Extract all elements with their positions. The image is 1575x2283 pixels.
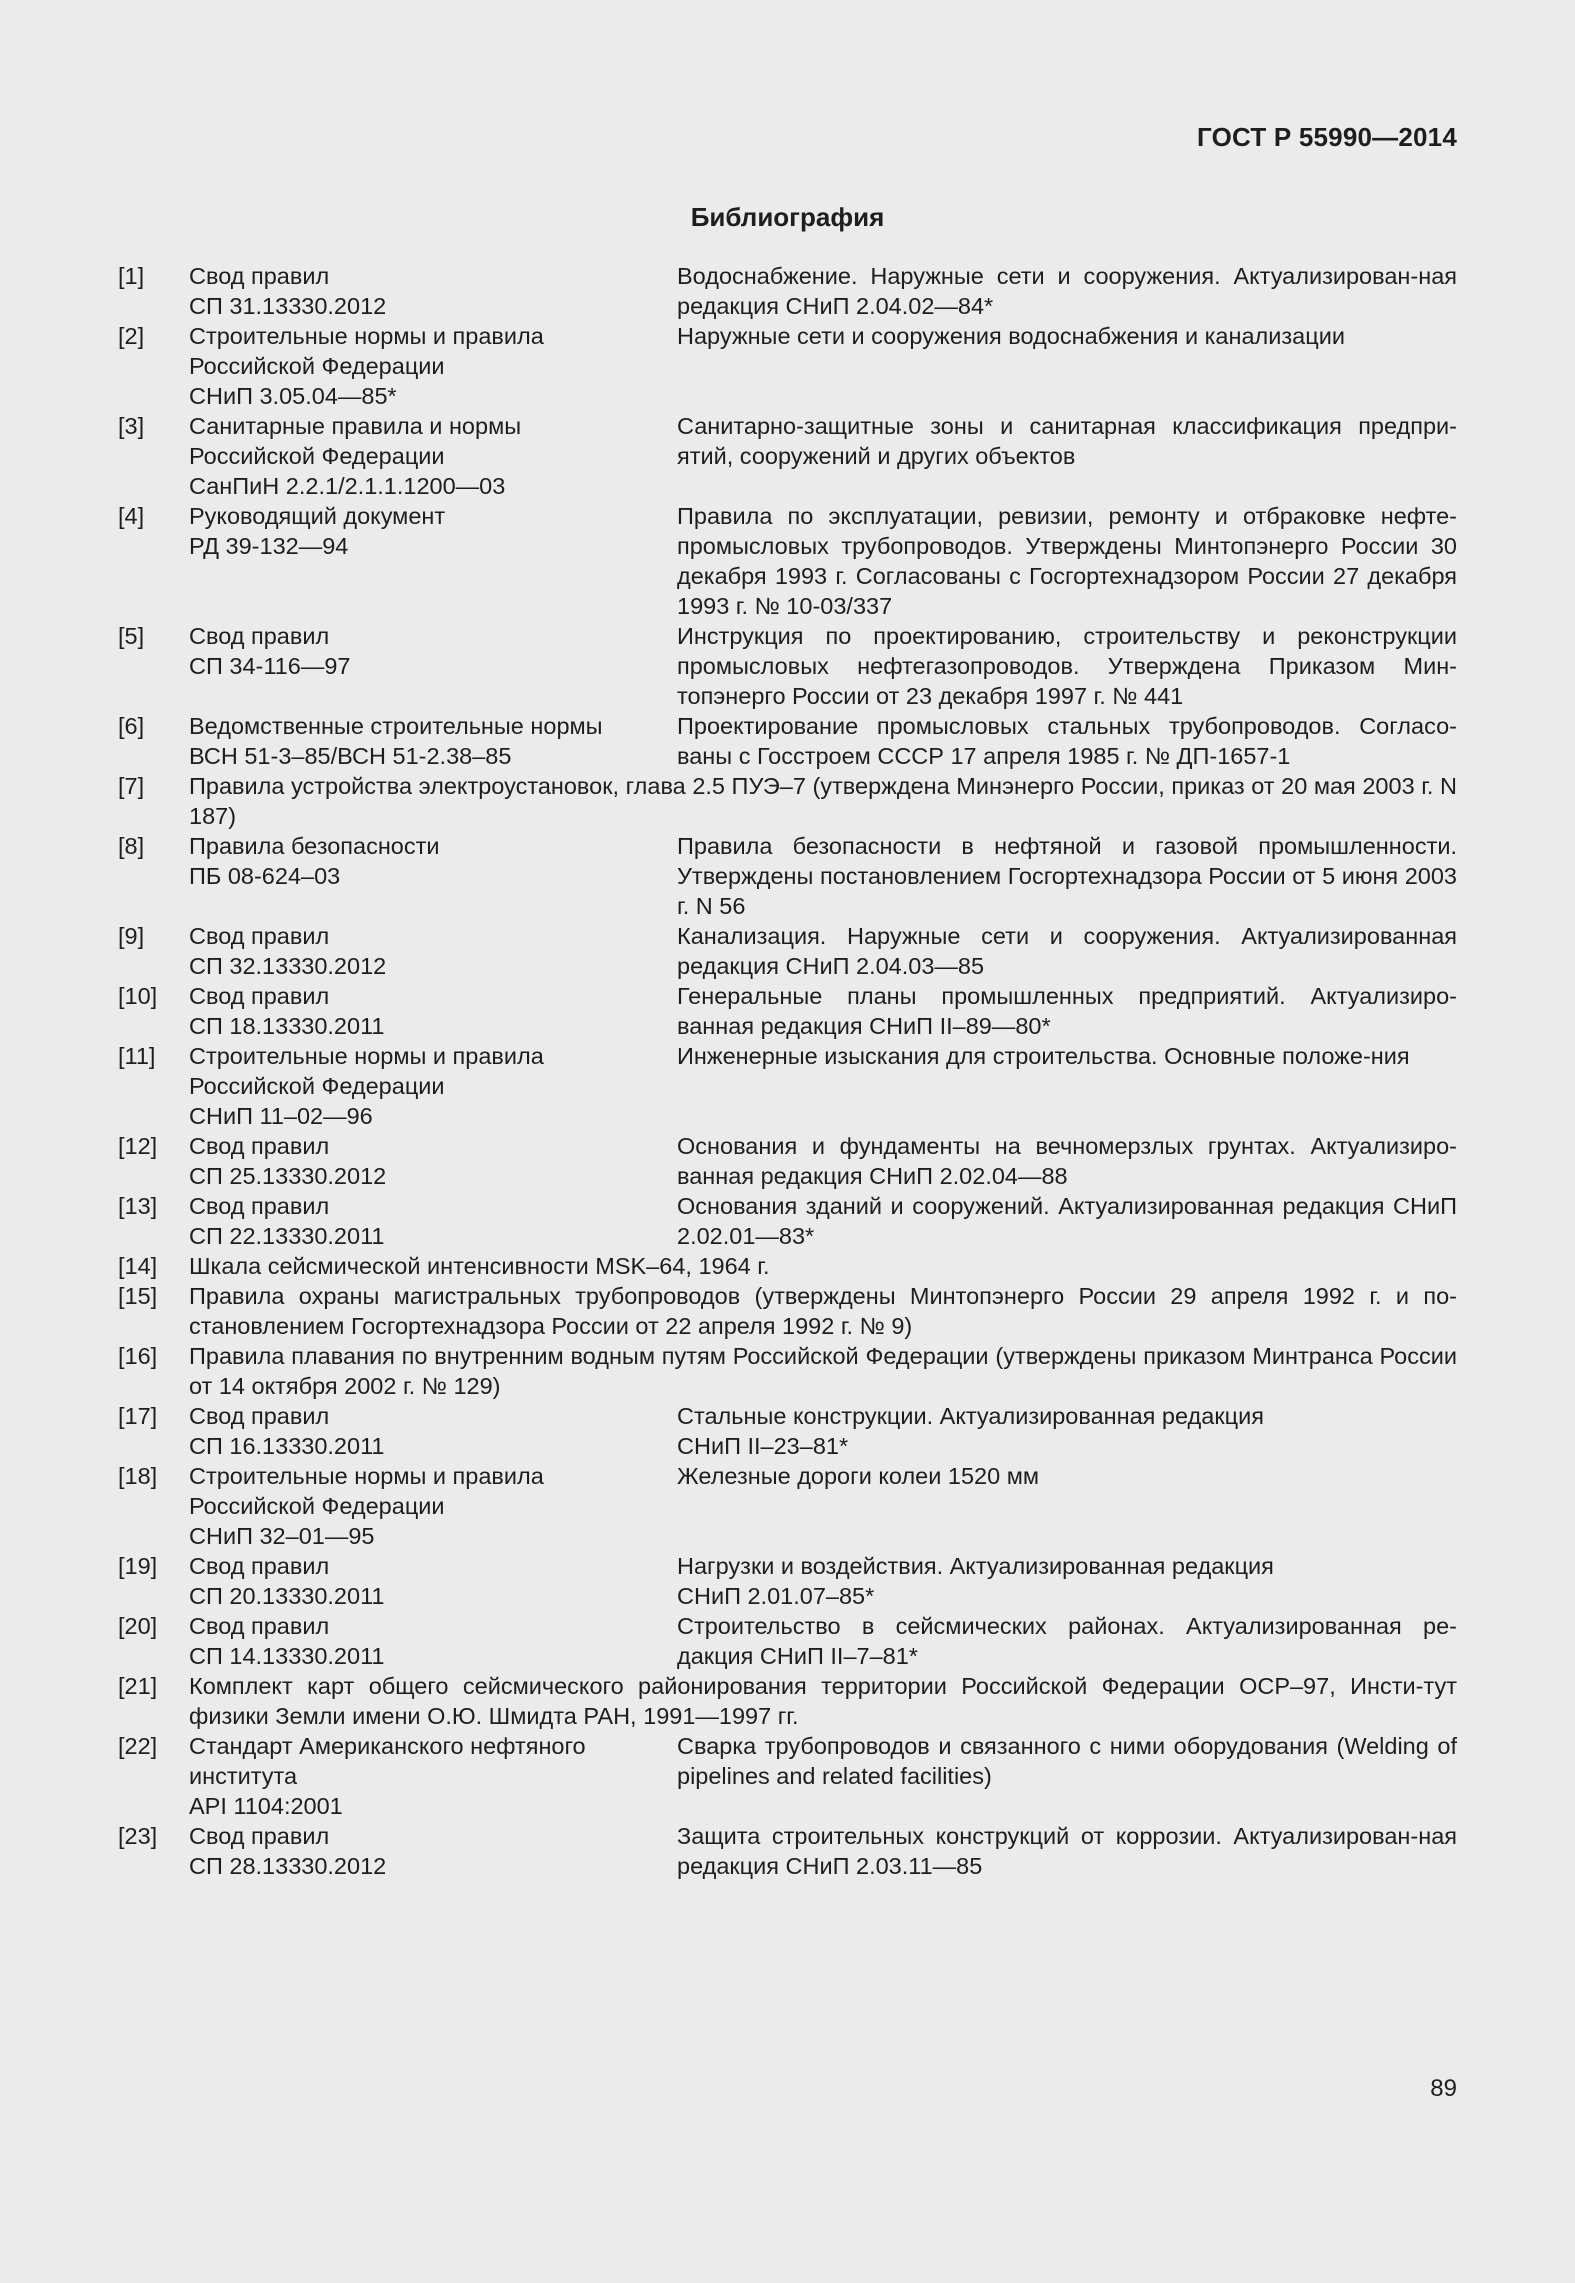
bibliography-entry bbox=[118, 921, 1457, 981]
bibliography-entry bbox=[118, 711, 1457, 771]
entry-document-designation: Свод правил СП 28.13330.2012 bbox=[189, 1823, 387, 1879]
entry-document-title: Железные дороги колеи 1520 мм bbox=[677, 1463, 1040, 1489]
document-header: ГОСТ Р 55990—2014 bbox=[1197, 122, 1457, 152]
entry-document-designation: Свод правил СП 16.13330.2011 bbox=[189, 1403, 385, 1459]
entry-number: [8] bbox=[118, 833, 145, 859]
entry-document-designation: Санитарные правила и нормы Российской Федерации СанПиН 2.2.1/2.1.1.1200—03 bbox=[189, 413, 522, 499]
bibliography-entry bbox=[118, 1341, 1457, 1401]
entry-document-designation: Руководящий документ РД 39-132—94 bbox=[189, 503, 446, 559]
entry-number: [23] bbox=[118, 1823, 158, 1849]
entry-document-title: Защита строительных конструкций от коррозии. Актуализирован-ная редакция СНиП 2.03.11—85 bbox=[677, 1823, 1457, 1879]
entry-number: [17] bbox=[118, 1403, 158, 1429]
entry-document-title: Наружные сети и сооружения водоснабжения и канализации bbox=[677, 323, 1345, 349]
entry-number: [15] bbox=[118, 1283, 158, 1309]
bibliography-entry bbox=[118, 1251, 1457, 1281]
entry-number: [12] bbox=[118, 1133, 158, 1159]
entry-document-designation: Свод правил СП 34-116—97 bbox=[189, 623, 351, 679]
entry-document-designation: Свод правил СП 20.13330.2011 bbox=[189, 1553, 385, 1609]
entry-number: [16] bbox=[118, 1343, 158, 1369]
entry-document-title: Проектирование промысловых стальных трубопроводов. Согласо-ваны с Госстроем СССР 17 апреля 1985 г. № ДП-1657-1 bbox=[677, 713, 1457, 769]
section-title: Библиография bbox=[690, 202, 885, 232]
entry-number: [9] bbox=[118, 923, 145, 949]
entry-document-title: Инструкция по проектированию, строительству и реконструкции промысловых нефтегазопроводов. Утверждена Приказом Мин-топэнерго России от 23 декабря 1997 г. № 441 bbox=[677, 623, 1457, 709]
bibliography-entry bbox=[118, 1671, 1457, 1731]
entry-text: Комплект карт общего сейсмического районирования территории Российской Федерации ОСР–97, Инсти-тут физики Земли имени О.Ю. Шмидта РАН, 1991—1997 гг. bbox=[189, 1673, 1457, 1729]
bibliography-entry bbox=[118, 1041, 1457, 1131]
entry-document-title: Водоснабжение. Наружные сети и сооружения. Актуализирован-ная редакция СНиП 2.04.02—84* bbox=[677, 263, 1457, 319]
bibliography-entry bbox=[118, 411, 1457, 501]
entry-number: [6] bbox=[118, 713, 145, 739]
bibliography-entry bbox=[118, 981, 1457, 1041]
entry-document-title: Канализация. Наружные сети и сооружения. Актуализированная редакция СНиП 2.04.03—85 bbox=[677, 923, 1457, 979]
entry-number: [4] bbox=[118, 503, 145, 529]
entry-document-designation: Правила безопасности ПБ 08-624–03 bbox=[189, 833, 440, 889]
entry-document-designation: Свод правил СП 18.13330.2011 bbox=[189, 983, 385, 1039]
bibliography-entry bbox=[118, 1461, 1457, 1551]
entry-document-title: Правила безопасности в нефтяной и газовой промышленности. Утверждены постановлением Госгортехнадзора России от 5 июня 2003 г. N 56 bbox=[677, 833, 1457, 919]
entry-document-designation: Строительные нормы и правила Российской Федерации СНиП 11–02—96 bbox=[189, 1043, 544, 1129]
entry-number: [21] bbox=[118, 1673, 158, 1699]
entry-document-title: Инженерные изыскания для строительства. Основные положе-ния bbox=[677, 1043, 1410, 1069]
bibliography-entry bbox=[118, 771, 1457, 831]
bibliography-entry bbox=[118, 831, 1457, 921]
entry-number: [10] bbox=[118, 983, 158, 1009]
bibliography-entry bbox=[118, 1131, 1457, 1191]
bibliography-entry bbox=[118, 1191, 1457, 1251]
entry-document-title: Основания и фундаменты на вечномерзлых грунтах. Актуализиро-ванная редакция СНиП 2.02.04—88 bbox=[677, 1133, 1457, 1189]
bibliography-entry bbox=[118, 1821, 1457, 1881]
entry-number: [13] bbox=[118, 1193, 158, 1219]
bibliography-entry bbox=[118, 321, 1457, 411]
entry-document-title: Сварка трубопроводов и связанного с ними оборудования (Welding of pipelines and related facilities) bbox=[677, 1733, 1457, 1789]
entry-number: [3] bbox=[118, 413, 145, 439]
entry-number: [1] bbox=[118, 263, 145, 289]
entry-document-designation: Свод правил СП 31.13330.2012 bbox=[189, 263, 387, 319]
entry-number: [22] bbox=[118, 1733, 158, 1759]
entry-document-designation: Строительные нормы и правила Российской Федерации СНиП 3.05.04—85* bbox=[189, 323, 544, 409]
entry-document-title: Основания зданий и сооружений. Актуализированная редакция СНиП 2.02.01—83* bbox=[677, 1193, 1457, 1249]
entry-document-title: Нагрузки и воздействия. Актуализированная редакция СНиП 2.01.07–85* bbox=[677, 1553, 1274, 1609]
bibliography-list bbox=[118, 261, 1457, 1881]
entry-text: Правила охраны магистральных трубопроводов (утверждены Минтопэнерго России 29 апреля 1992 г. и по-становлением Госгортехнадзора России от 22 апреля 1992 г. № 9) bbox=[189, 1283, 1457, 1339]
entry-number: [20] bbox=[118, 1613, 158, 1639]
entry-text: Правила плавания по внутренним водным путям Российской Федерации (утверждены приказом Минтранса России от 14 октября 2002 г. № 129) bbox=[189, 1343, 1457, 1399]
entry-document-title: Строительство в сейсмических районах. Актуализированная ре-дакция СНиП II–7–81* bbox=[677, 1613, 1457, 1669]
entry-document-designation: Стандарт Американского нефтяного института API 1104:2001 bbox=[189, 1733, 586, 1819]
entry-document-designation: Свод правил СП 14.13330.2011 bbox=[189, 1613, 385, 1669]
entry-document-designation: Свод правил СП 25.13330.2012 bbox=[189, 1133, 387, 1189]
entry-number: [19] bbox=[118, 1553, 158, 1579]
entry-document-title: Правила по эксплуатации, ревизии, ремонту и отбраковке нефте-промысловых трубопроводов. Утверждены Минтопэнерго России 30 декабря 1993 г. Согласованы с Госгортехнадзором России 27 декабря 1993 г. № 10-03/337 bbox=[677, 503, 1457, 619]
bibliography-entry bbox=[118, 1731, 1457, 1821]
entry-number: [18] bbox=[118, 1463, 158, 1489]
entry-text: Шкала сейсмической интенсивности MSK–64, 1964 г. bbox=[189, 1253, 770, 1279]
entry-document-title: Санитарно-защитные зоны и санитарная классификация предпри-ятий, сооружений и других объектов bbox=[677, 413, 1457, 469]
bibliography-entry bbox=[118, 501, 1457, 621]
page-number: 89 bbox=[1430, 2075, 1457, 2102]
bibliography-entry bbox=[118, 1281, 1457, 1341]
entry-document-designation: Ведомственные строительные нормы ВСН 51-3–85/ВСН 51-2.38–85 bbox=[189, 713, 603, 769]
entry-document-designation: Строительные нормы и правила Российской Федерации СНиП 32–01—95 bbox=[189, 1463, 544, 1549]
entry-number: [7] bbox=[118, 773, 145, 799]
entry-document-designation: Свод правил СП 32.13330.2012 bbox=[189, 923, 387, 979]
entry-text: Правила устройства электроустановок, глава 2.5 ПУЭ–7 (утверждена Минэнерго России, приказ от 20 мая 2003 г. N 187) bbox=[189, 773, 1457, 829]
entry-number: [14] bbox=[118, 1253, 158, 1279]
bibliography-entry bbox=[118, 621, 1457, 711]
entry-number: [2] bbox=[118, 323, 145, 349]
entry-document-title: Генеральные планы промышленных предприятий. Актуализиро-ванная редакция СНиП II–89—80* bbox=[677, 983, 1457, 1039]
bibliography-entry bbox=[118, 1401, 1457, 1461]
entry-document-designation: Свод правил СП 22.13330.2011 bbox=[189, 1193, 385, 1249]
bibliography-entry bbox=[118, 1551, 1457, 1611]
entry-document-title: Стальные конструкции. Актуализированная редакция СНиП II–23–81* bbox=[677, 1403, 1264, 1459]
bibliography-entry bbox=[118, 261, 1457, 321]
entry-number: [5] bbox=[118, 623, 145, 649]
entry-number: [11] bbox=[118, 1043, 156, 1069]
bibliography-entry bbox=[118, 1611, 1457, 1671]
